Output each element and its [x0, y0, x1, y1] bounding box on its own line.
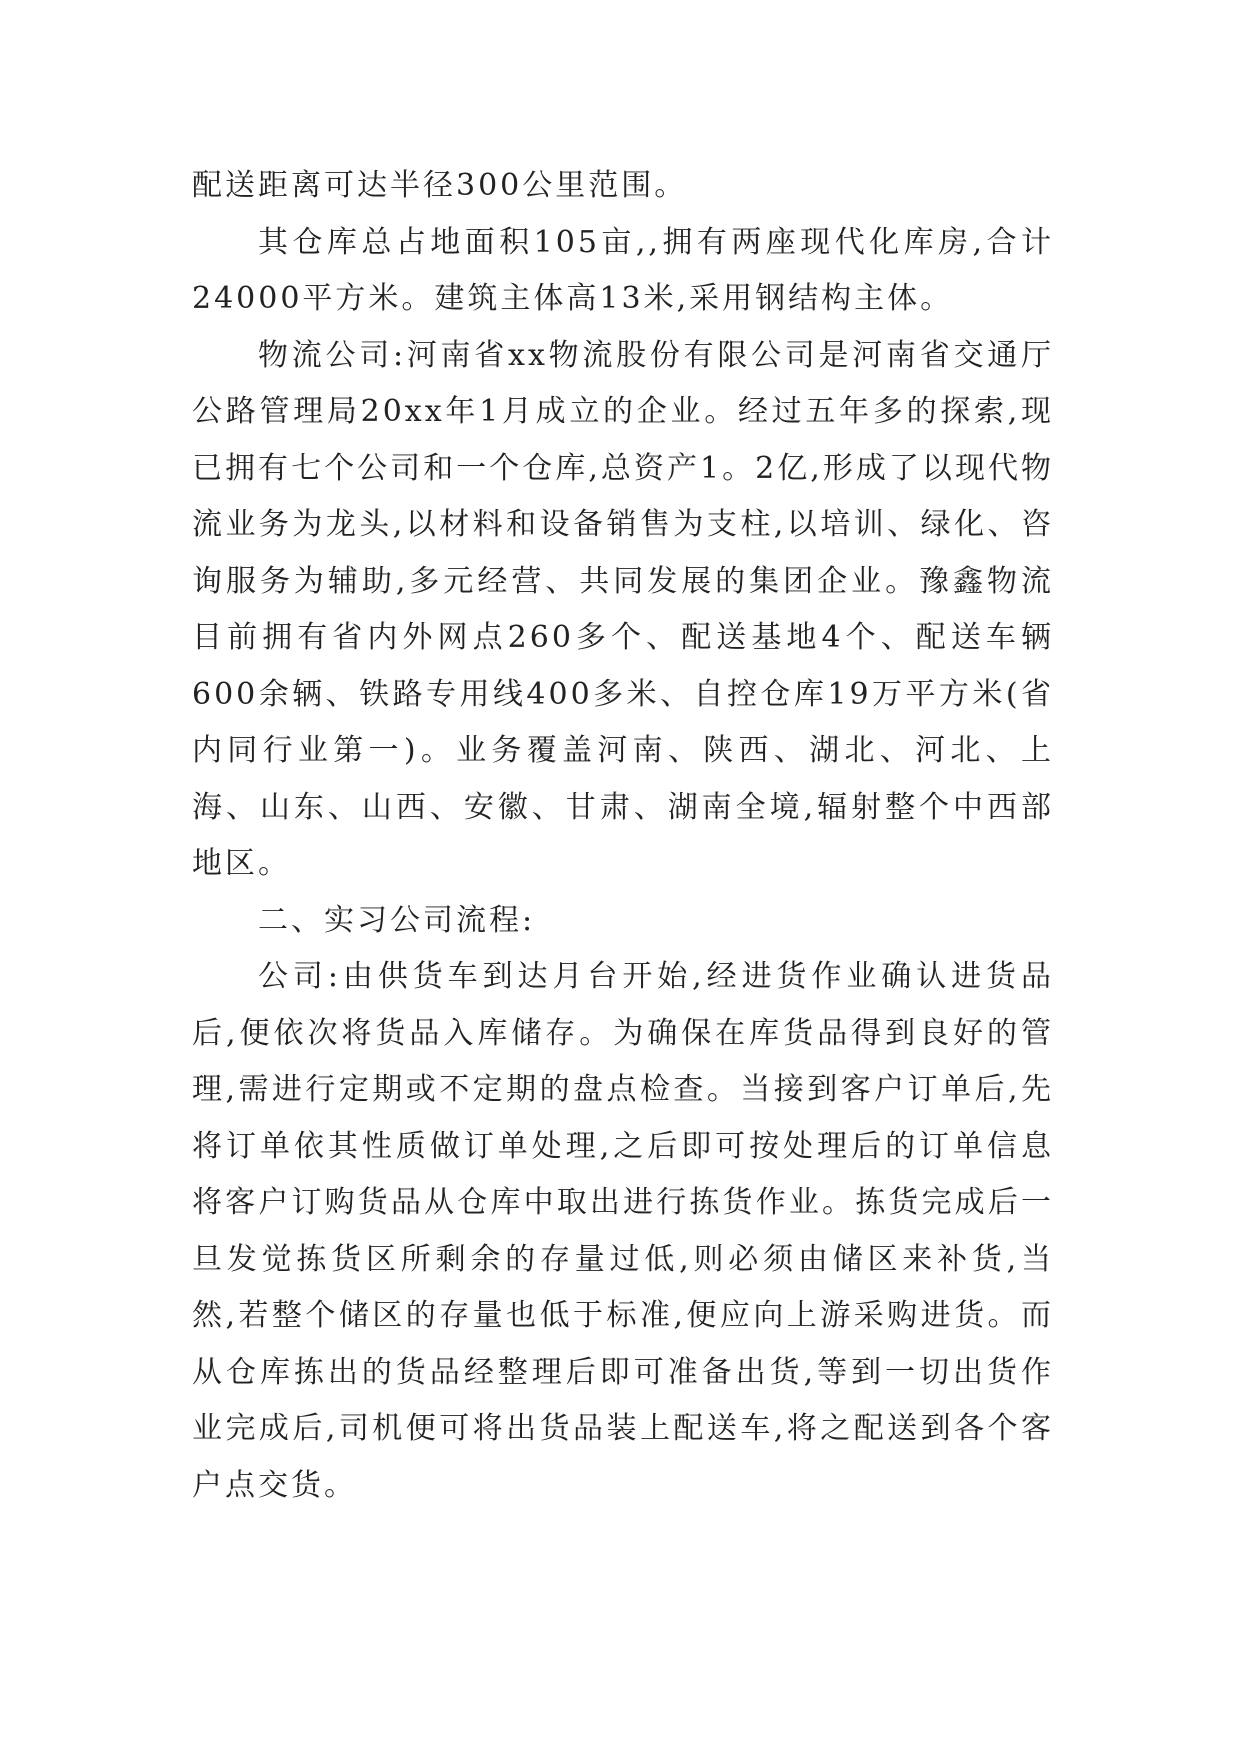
paragraph-logistics-company: 物流公司:河南省xx物流股份有限公司是河南省交通厅公路管理局20xx年1月成立的企业。经过五年多的探索,现已拥有七个公司和一个仓库,总资产1。2亿,形成了以现代物流业务为龙头,以材料和设备销售为支柱,以培训、绿化、咨询服务为辅助,多元经营、共同发展的集团企业。豫鑫物流目前拥有省内外网点260多个、配送基地4个、配送车辆600余辆、铁路专用线400多米、自控仓库19万平方米(省内同行业第一)。业务覆盖河南、陕西、湖北、河北、上海、山东、山西、安徽、甘肃、湖南全境,辐射整个中西部地区。: [192, 337, 1054, 881]
paragraph-company-process: 公司:由供货车到达月台开始,经进货作业确认进货品后,便依次将货品入库储存。为确保在库货品得到良好的管理,需进行定期或不定期的盘点检查。当接到客户订单后,先将订单依其性质做订单处理,之后即可按处理后的订单信息将客户订购货品从仓库中取出进行拣货作业。拣货完成后一旦发觉拣货区所剩余的存量过低,则必须由储区来补货,当然,若整个储区的存量也低于标准,便应向上游采购进货。而从仓库拣出的货品经整理后即可准备出货,等到一切出货作业完成后,司机便可将出货品装上配送车,将之配送到各个客户点交货。: [192, 959, 1054, 1503]
section-heading-internship-process: 二、实习公司流程:: [258, 902, 536, 938]
document-body: [192, 158, 1054, 1514]
paragraph-warehouse-area: 其仓库总占地面积105亩,,拥有两座现代化库房,合计24000平方米。建筑主体高13米,采用钢结构主体。: [192, 224, 1054, 316]
paragraph-delivery-radius: 配送距离可达半径300公里范围。: [192, 168, 688, 203]
